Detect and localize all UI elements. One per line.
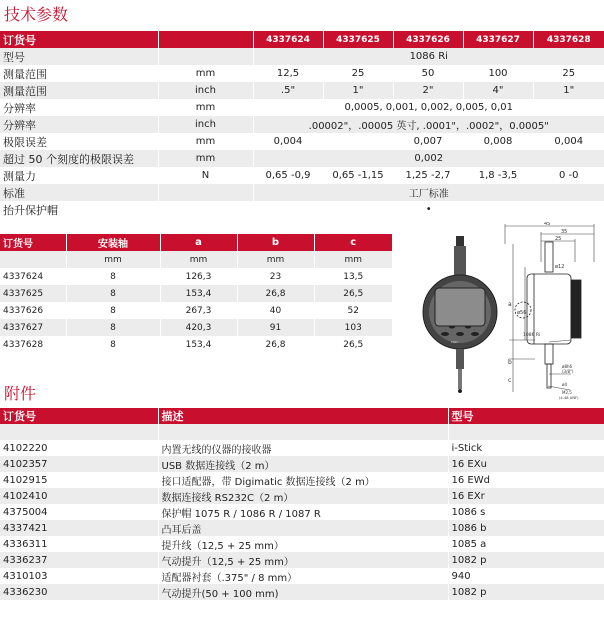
acc-cell: i-Stick bbox=[448, 440, 604, 456]
spec-row bbox=[0, 133, 604, 150]
acc-cell: 保护帽 1075 R / 1086 R / 1087 R bbox=[158, 504, 448, 520]
acc-cell: 4102220 bbox=[0, 440, 158, 456]
dim-c-label: c bbox=[508, 377, 512, 384]
acc-row bbox=[0, 440, 604, 456]
spec-row-unit: inch bbox=[158, 82, 253, 99]
dim-phi12-label: ø12 bbox=[555, 264, 565, 270]
dim-phi56-label: ø56 bbox=[517, 310, 527, 316]
spec-row-label: 分辨率 bbox=[0, 99, 158, 116]
acc-cell: 内置无线的仪器的接收器 bbox=[158, 440, 448, 456]
dims-cell: 26,5 bbox=[314, 336, 392, 353]
spec-row-label: 型号 bbox=[0, 48, 158, 65]
spec-row-value: 1,8 -3,5 bbox=[463, 167, 533, 184]
acc-cell: 气动提升（12,5 + 25 mm） bbox=[158, 552, 448, 568]
acc-cell: 4102410 bbox=[0, 488, 158, 504]
acc-cell: 1082 p bbox=[448, 552, 604, 568]
dims-unit-cell: mm bbox=[237, 251, 314, 268]
dims-cell: 91 bbox=[237, 319, 314, 336]
acc-row bbox=[0, 568, 604, 584]
spec-row bbox=[0, 116, 604, 133]
dims-cell: 4337625 bbox=[0, 285, 66, 302]
dims-cell: 103 bbox=[314, 319, 392, 336]
spec-row bbox=[0, 201, 604, 218]
spec-row-unit bbox=[158, 201, 253, 218]
dims-header-cell: a bbox=[160, 234, 237, 251]
spec-header-model: 4337626 bbox=[393, 31, 463, 48]
spec-row-unit bbox=[158, 184, 253, 201]
dim-b-label: b bbox=[508, 359, 512, 366]
spec-row-value: 1" bbox=[323, 82, 393, 99]
spec-row bbox=[0, 65, 604, 82]
dims-cell: 4337626 bbox=[0, 302, 66, 319]
spec-header-model: 4337624 bbox=[253, 31, 323, 48]
spec-row-label: 极限误差 bbox=[0, 133, 158, 150]
acc-cell: 4336237 bbox=[0, 552, 158, 568]
section-title-acc: 附件 bbox=[4, 384, 37, 403]
dim-a-label: a bbox=[508, 301, 512, 308]
acc-cell: 1082 p bbox=[448, 584, 604, 600]
acc-cell: 4375004 bbox=[0, 504, 158, 520]
dims-cell: 4337627 bbox=[0, 319, 66, 336]
spec-row-value: 0,65 -0,9 bbox=[253, 167, 323, 184]
spec-row-value: 1,25 -2,7 bbox=[393, 167, 463, 184]
acc-cell: 940 bbox=[448, 568, 604, 584]
dims-row bbox=[0, 336, 392, 353]
spec-row-value: 0,0005, 0,001, 0,002, 0,005, 0,01 bbox=[253, 99, 604, 116]
dims-cell: 4337628 bbox=[0, 336, 66, 353]
dim-45-label: 45 bbox=[544, 222, 551, 227]
spec-row-unit: inch bbox=[158, 116, 253, 133]
dims-row bbox=[0, 319, 392, 336]
spec-row-value: 0 -0 bbox=[533, 167, 604, 184]
acc-cell: 提升线（12,5 + 25 mm） bbox=[158, 536, 448, 552]
spec-row-value: 0,002 bbox=[253, 150, 604, 167]
side-model-label: 1086 Ri bbox=[523, 333, 541, 338]
spec-row-value: .5" bbox=[253, 82, 323, 99]
spec-header-row bbox=[0, 31, 604, 48]
spec-row-value: 100 bbox=[463, 65, 533, 82]
acc-cell: 1086 b bbox=[448, 520, 604, 536]
spec-row bbox=[0, 82, 604, 99]
acc-spacer-row bbox=[0, 424, 604, 440]
spec-row-label: 测量范围 bbox=[0, 65, 158, 82]
acc-cell: 1085 a bbox=[448, 536, 604, 552]
spec-header-model: 4337627 bbox=[463, 31, 533, 48]
spec-row-value: 4" bbox=[463, 82, 533, 99]
spec-row-unit: mm bbox=[158, 133, 253, 150]
acc-row bbox=[0, 520, 604, 536]
dims-unit-cell: mm bbox=[160, 251, 237, 268]
dims-row bbox=[0, 268, 392, 285]
acc-spacer-cell bbox=[158, 424, 448, 440]
dims-cell: 8 bbox=[66, 268, 160, 285]
acc-cell: 4310103 bbox=[0, 568, 158, 584]
spec-row-unit: mm bbox=[158, 99, 253, 116]
spec-row-value: • bbox=[253, 201, 604, 218]
dim-m25-label: M2,5 bbox=[562, 390, 572, 395]
dim-phi8-inch-label: (3/8") bbox=[562, 369, 574, 374]
acc-cell: 气动提升(50 + 100 mm) bbox=[158, 584, 448, 600]
gauge-drawing bbox=[405, 222, 604, 402]
acc-row bbox=[0, 472, 604, 488]
spec-row-value: 25 bbox=[533, 65, 604, 82]
dims-cell: 52 bbox=[314, 302, 392, 319]
acc-header-cell: 型号 bbox=[448, 408, 604, 424]
acc-cell: USB 数据连接线（2 m） bbox=[158, 456, 448, 472]
accessories-table bbox=[0, 408, 604, 600]
spec-row-value: 工厂标准 bbox=[253, 184, 604, 201]
acc-cell: 1086 s bbox=[448, 504, 604, 520]
dim-35-label: 35 bbox=[561, 229, 568, 235]
acc-cell: 4337421 bbox=[0, 520, 158, 536]
acc-cell: 接口适配器，带 Digimatic 数据连接线（2 m） bbox=[158, 472, 448, 488]
dims-cell: 8 bbox=[66, 302, 160, 319]
acc-row bbox=[0, 488, 604, 504]
dims-cell: 4337624 bbox=[0, 268, 66, 285]
spec-header-model: 4337625 bbox=[323, 31, 393, 48]
spec-row-value: 1086 Ri bbox=[253, 48, 604, 65]
acc-cell: 4102915 bbox=[0, 472, 158, 488]
acc-spacer-cell bbox=[448, 424, 604, 440]
acc-cell: 16 EWd bbox=[448, 472, 604, 488]
spec-row-label: 抬升保护帽 bbox=[0, 201, 158, 218]
acc-row bbox=[0, 456, 604, 472]
acc-header-cell: 订货号 bbox=[0, 408, 158, 424]
dims-header-cell: c bbox=[314, 234, 392, 251]
dims-cell: 40 bbox=[237, 302, 314, 319]
spec-header-model: 4337628 bbox=[533, 31, 604, 48]
spec-row-label: 超过 50 个刻度的极限误差 bbox=[0, 150, 158, 167]
spec-row-label: 测量力 bbox=[0, 167, 158, 184]
acc-cell: 16 EXu bbox=[448, 456, 604, 472]
spec-row bbox=[0, 184, 604, 201]
spec-row-value bbox=[323, 133, 393, 150]
spec-row-label: 测量范围 bbox=[0, 82, 158, 99]
acc-row bbox=[0, 504, 604, 520]
section-title-tech: 技术参数 bbox=[4, 5, 69, 24]
dim-phi8-label: ø8h6 bbox=[562, 364, 573, 369]
spec-row-value: 0,004 bbox=[253, 133, 323, 150]
dim-m25-inch-label: (4-48 UNF) bbox=[559, 396, 579, 400]
spec-header-unit bbox=[158, 31, 253, 48]
acc-cell: 4102357 bbox=[0, 456, 158, 472]
acc-cell: 16 EXr bbox=[448, 488, 604, 504]
acc-row bbox=[0, 536, 604, 552]
dimension-table bbox=[0, 234, 392, 353]
dims-unit-cell bbox=[0, 251, 66, 268]
spec-row-value: 1" bbox=[533, 82, 604, 99]
acc-header-cell: 描述 bbox=[158, 408, 448, 424]
dims-unit-cell: mm bbox=[66, 251, 160, 268]
dim-25-label: 25 bbox=[555, 236, 562, 242]
spec-row-label: 分辨率 bbox=[0, 116, 158, 133]
acc-cell: 凸耳后盖 bbox=[158, 520, 448, 536]
dims-header-cell: 订货号 bbox=[0, 234, 66, 251]
dim-phi4-label: ø4 bbox=[562, 382, 567, 387]
acc-cell: 4336311 bbox=[0, 536, 158, 552]
dims-row bbox=[0, 302, 392, 319]
spec-row-value: .00002"，.00005 英寸, .0001"，.0002"，0.0005" bbox=[253, 116, 604, 133]
acc-spacer-cell bbox=[0, 424, 158, 440]
spec-row-value: 0,65 -1,15 bbox=[323, 167, 393, 184]
dims-cell: 26,8 bbox=[237, 285, 314, 302]
spec-row-value: 12,5 bbox=[253, 65, 323, 82]
acc-cell: 适配器衬套（.375" / 8 mm） bbox=[158, 568, 448, 584]
spec-row bbox=[0, 150, 604, 167]
spec-row-value: 0,008 bbox=[463, 133, 533, 150]
acc-cell: 数据连接线 RS232C（2 m） bbox=[158, 488, 448, 504]
dims-cell: 8 bbox=[66, 285, 160, 302]
spec-row bbox=[0, 48, 604, 65]
dims-header-row bbox=[0, 234, 392, 251]
acc-cell: 4336230 bbox=[0, 584, 158, 600]
acc-header-row bbox=[0, 408, 604, 424]
dims-cell: 153,4 bbox=[160, 285, 237, 302]
dims-unit-row bbox=[0, 251, 392, 268]
spec-row-unit: N bbox=[158, 167, 253, 184]
spec-row-unit bbox=[158, 48, 253, 65]
acc-row bbox=[0, 552, 604, 568]
dims-cell: 26,5 bbox=[314, 285, 392, 302]
spec-header-label: 订货号 bbox=[0, 31, 158, 48]
dims-cell: 420,3 bbox=[160, 319, 237, 336]
spec-row-value: 0,007 bbox=[393, 133, 463, 150]
dims-cell: 13,5 bbox=[314, 268, 392, 285]
spec-table bbox=[0, 31, 604, 218]
spec-row-label: 标准 bbox=[0, 184, 158, 201]
dims-cell: 267,3 bbox=[160, 302, 237, 319]
spec-row-unit: mm bbox=[158, 150, 253, 167]
dims-unit-cell: mm bbox=[314, 251, 392, 268]
dims-header-cell: 安装轴 bbox=[66, 234, 160, 251]
spec-row bbox=[0, 99, 604, 116]
dims-cell: 8 bbox=[66, 336, 160, 353]
spec-row-value: 2" bbox=[393, 82, 463, 99]
spec-row-unit: mm bbox=[158, 65, 253, 82]
dims-cell: 23 bbox=[237, 268, 314, 285]
spec-row-value: 25 bbox=[323, 65, 393, 82]
dims-header-cell: b bbox=[237, 234, 314, 251]
front-gauge-brand: Mahr bbox=[451, 340, 459, 344]
dims-cell: 153,4 bbox=[160, 336, 237, 353]
spec-row-value: 50 bbox=[393, 65, 463, 82]
spec-row-value: 0,004 bbox=[533, 133, 604, 150]
dims-cell: 26,8 bbox=[237, 336, 314, 353]
dims-cell: 126,3 bbox=[160, 268, 237, 285]
acc-row bbox=[0, 584, 604, 600]
dims-row bbox=[0, 285, 392, 302]
dims-cell: 8 bbox=[66, 319, 160, 336]
spec-row bbox=[0, 167, 604, 184]
front-gauge-icon bbox=[423, 236, 497, 393]
